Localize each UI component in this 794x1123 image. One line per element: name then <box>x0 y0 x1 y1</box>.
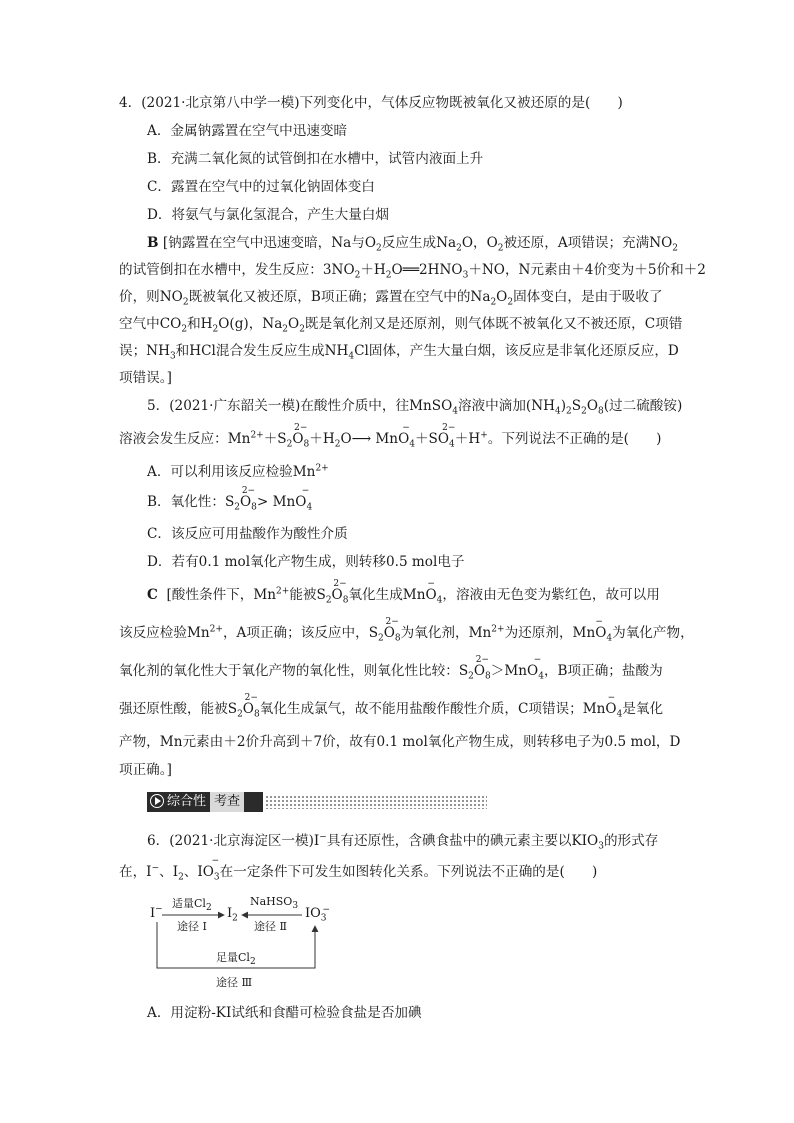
path-1-label: 途径 Ⅰ <box>177 920 207 933</box>
q4-answer: B <box>147 235 159 251</box>
path-3-reagent: 足量$Cl_2$ <box>216 951 256 968</box>
q4-option-a: A．金属钠露置在空气中迅速变暗 <box>147 123 348 139</box>
conversion-diagram <box>150 892 340 992</box>
q4-explanation-line-5: 误；$NH_3$和HCl混合发生反应生成$NH_4Cl$固体，产生大量白烟，该反应是非氧化还原反应，D <box>119 343 679 362</box>
play-icon <box>150 794 164 808</box>
q5-option-c: C．该反应可用盐酸作为酸性介质 <box>147 526 348 542</box>
node-iodide: I− <box>150 904 163 921</box>
q4-explanation-line-1: B [钠露置在空气中迅速变暗，Na与$O_2$反应生成$Na_2O$，$O_2$被还原，A项错误；充满$NO_2$ <box>147 235 678 254</box>
q6-stem-line-2: 在，I−、$I_2$、$IO_3$ − 在一定条件下可发生如图转化关系。下列说法不正确的是( ) <box>119 856 598 883</box>
path-2-label: 途径 Ⅱ <box>254 920 287 933</box>
path-1-reagent: 适量$Cl_2$ <box>172 897 212 914</box>
q4-explanation-line-4: 空气中$CO_2$和$H_2O(g)$，$Na_2O_2$既是氧化剂又是还原剂，则气体既不被氧化又不被还原，C项错 <box>119 316 683 335</box>
q4-explanation-line-6: 项错误。] <box>119 370 172 386</box>
dotted-pattern <box>265 795 487 809</box>
q5-explanation-line-6: 项正确。] <box>119 762 172 778</box>
section-label-sub: 考查 <box>210 792 244 812</box>
q4-explanation-line-3: 价，则$NO_2$既被氧化又被还原，B项正确；露置在空气中的$Na_2O_2$固体变白，是由于吸收了 <box>119 289 663 308</box>
q4-option-b: B．充满二氧化氮的试管倒扣在水槽中，试管内液面上升 <box>147 151 484 167</box>
q5-option-b: B．氧化性：$S_2O_8$ 2− > MnO$_4$ − <box>147 486 313 513</box>
q5-explanation-line-3: 氧化剂的氧化性大于氧化产物的氧化性，则氧化性比较：$S_2O_8$ 2− ＞MnO$_4$ − ，B项正确；盐酸为 <box>119 655 663 682</box>
q5-option-a: A．可以利用该反应检验$Mn^{2+}$ <box>147 463 329 480</box>
section-tag <box>147 792 263 812</box>
path-3-label: 途径 Ⅲ <box>216 976 253 989</box>
section-banner <box>147 792 487 812</box>
node-iodate: $IO_3^-$ <box>305 904 331 924</box>
q5-explanation-line-4: 强还原性酸，能被$S_2O_8$ 2− 氧化生成氯气，故不能用盐酸作酸性介质，C项错误；MnO$_4$ − 是氧化 <box>119 693 664 720</box>
q4-option-c: C．露置在空气中的过氧化钠固体变白 <box>147 179 375 195</box>
q5-explanation-line-5: 产物，Mn元素由＋2价升高到＋7价，故有0.1 mol氧化产物生成，则转移电子为0.5 mol，D <box>119 734 681 750</box>
node-iodine: $I_2$ <box>227 906 238 924</box>
section-label-main: 综合性 <box>167 794 207 809</box>
q5-stem-line-2: 溶液会发生反应：$Mn^{2+}+S_2O_8$ 2− $+H_2O⟶$ MnO$_4$ − $+SO_4$ 2− ＋H+。下列说法不正确的是( ) <box>119 423 662 450</box>
q5-explanation-line-2: 该反应检验$Mn^{2+}$，A项正确；该反应中，$S_2O_8$ 2− 为氧化剂，$Mn^{2+}$为还原剂，MnO$_4$ − 为氧化产物， <box>119 617 694 644</box>
q5-explanation-line-1: C [酸性条件下，$Mn^{2+}$能被$S_2O_8$ 2− 氧化生成MnO$_4$ − ，溶液由无色变为紫红色，故可以用 <box>147 579 660 606</box>
q6-stem-line-1: 6．(2021·北京海淀区一模)I−具有还原性，含碘食盐中的碘元素主要以$KIO_3$的形式存 <box>147 832 659 852</box>
q4-stem: 4．(2021·北京第八中学一模)下列变化中，气体反应物既被氧化又被还原的是( ) <box>119 95 623 111</box>
path-2-reagent: NaHSO$_3$ <box>250 895 299 912</box>
q6-option-a: A．用淀粉-KI试纸和食醋可检验食盐是否加碘 <box>147 1005 422 1021</box>
q5-answer: C <box>147 587 158 603</box>
q5-stem-line-1: 5．(2021·广东韶关一模)在酸性介质中，往MnSO$_4$溶液中滴加$(NH_4)_2S_2O_8$(过二硫酸铵) <box>147 398 683 417</box>
q4-explanation-line-2: 的试管倒扣在水槽中，发生反应：$3NO_2+H_2O══2HNO_3+NO$，N元素由＋4价变为＋5价和＋2 <box>119 262 706 281</box>
q5-option-d: D．若有0.1 mol氧化产物生成，则转移0.5 mol电子 <box>147 554 465 570</box>
q4-option-d: D．将氨气与氯化氢混合，产生大量白烟 <box>147 207 389 223</box>
